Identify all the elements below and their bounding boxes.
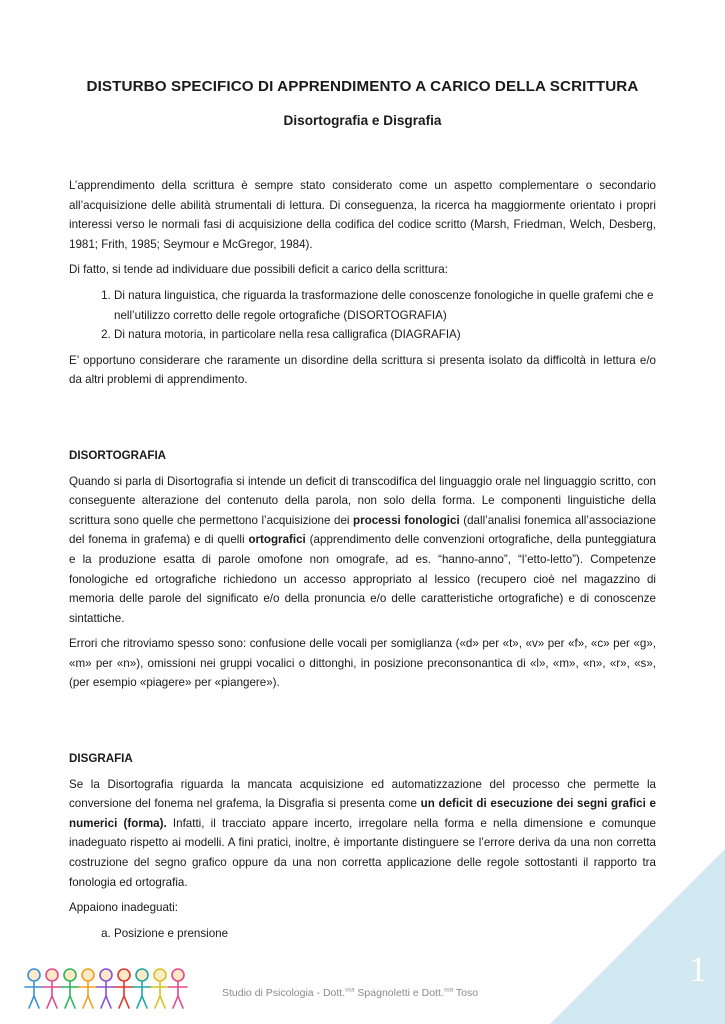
document-subtitle: Disortografia e Disgrafia: [283, 113, 442, 128]
disortografia-paragraph-2: Errori che ritroviamo spesso sono: confusione delle vocali per somiglianza («d» per «t», «v» per «f», «c» per «g», «m» per «n»), omissioni nei gruppi vocalici o dittonghi, in posizione preconsonantica di «l», «m», «n», «r», «s», (per esempio «piagere» per «piangere»).: [69, 637, 656, 690]
page-number: 1: [689, 949, 707, 989]
intro-paragraph-2: Di fatto, si tende ad individuare due possibili deficit a carico della scrittura:: [69, 263, 448, 277]
deficit-list: [69, 286, 656, 345]
document-title: DISTURBO SPECIFICO DI APPRENDIMENTO A CARICO DELLA SCRITTURA: [86, 78, 639, 95]
disgrafia-paragraph-2: Appaiono inadeguati:: [69, 901, 178, 915]
disgrafia-paragraph-1: Se la Disortografia riguarda la mancata acquisizione ed automatizzazione del processo che permette la conversione del fonema nel grafema, la Disgrafia si presenta come un deficit di esecuzione dei segni grafici e numerici (forma). Infatti, il tracciato appare incerto, irregolare nella forma e nella dimensione e comunque inadeguato rispetto ai modelli. A fini pratici, inoltre, è importante distinguere se l’errore deriva da una non corretta costruzione del segno grafico oppure da una non corretta applicazione delle regole sottostanti il rapporto tra fonologia ed ortografia.: [69, 777, 656, 889]
children-holding-hands-icon: [22, 963, 198, 1013]
page-footer: Studio di Psicologia - Dott.$^{ssa}$ Spagnoletti e Dott.$^{ssa}$ Toso: [222, 987, 479, 999]
disortografia-heading: DISORTOGRAFIA: [69, 448, 167, 462]
deficit-list-item: 1. Di natura linguistica, che riguarda la trasformazione delle conoscenze fonologiche in quelle grafemi che e nell’utilizzo corretto delle regole ortografiche (DISORTOGRAFIA): [114, 286, 656, 325]
corner-triangle-decoration: [550, 849, 725, 1024]
deficit-list-item: 2. Di natura motoria, in particolare nella resa calligrafica (DIAGRAFIA): [114, 325, 656, 345]
disgrafia-heading: DISGRAFIA: [69, 752, 133, 766]
disortografia-paragraph-1: Quando si parla di Disortografia si intende un deficit di transcodifica del linguaggio orale nel linguaggio scritto, con conseguente alterazione del contenuto della parola, non solo della forma. Le componenti linguistiche della scrittura sono quelle che permettono l’acquisizione dei processi fonologici (dall’analisi fonemica all’associazione del fonema in grafema) e di quelli ortografici (apprendimento delle convenzioni ortografiche, della punteggiatura e la produzione esatta di parole omofone non omografe, ad es. “hanno-anno”, “l’etto-letto”). Competenze fonologiche ed ortografiche richiedono un accesso appropriato al lessico (recupero cioè nel magazzino di memoria delle parole del significato e/o della pronuncia e/o delle caratteristiche ortografiche) e di conoscenze sintattiche.: [69, 474, 656, 625]
intro-paragraph-3: E’ opportuno considerare che raramente un disordine della scrittura si presenta isolato da difficoltà in lettura e/o da altri problemi di apprendimento.: [69, 353, 656, 387]
document-body: [69, 176, 656, 949]
disgrafia-list-item: a. Posizione e prensione: [114, 924, 656, 944]
intro-paragraph-1: L’apprendimento della scrittura è sempre stato considerato come un aspetto complementare o secondario all’acquisizione delle abilità strumentali di lettura. Di conseguenza, la ricerca ha maggiormente orientato i propri interessi verso le normali fasi di acquisizione della codifica del codice scritto (Marsh, Friedman, Welch, Desberg, 1981; Frith, 1985; Seymour e McGregor, 1984).: [69, 179, 656, 251]
